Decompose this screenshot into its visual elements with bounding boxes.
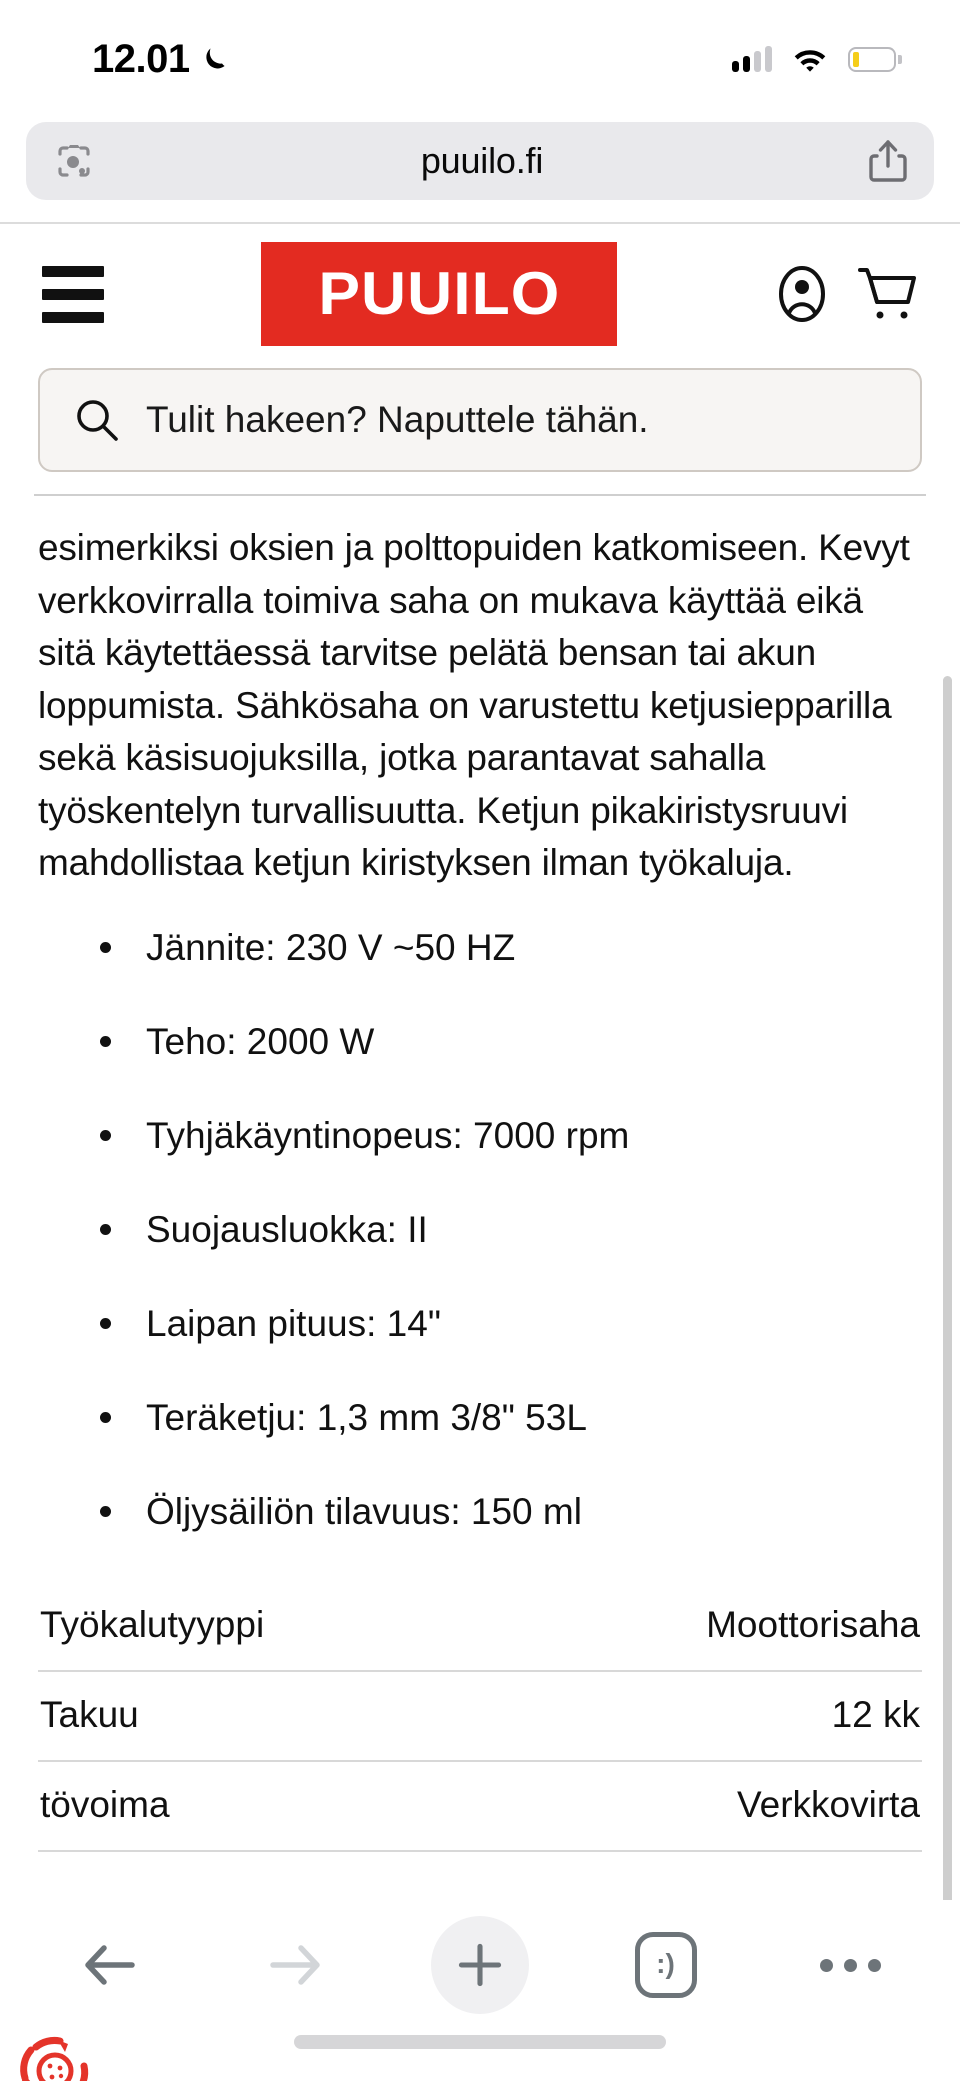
search-input[interactable] [38, 368, 922, 472]
site-header [0, 224, 960, 364]
battery-low-icon [848, 47, 896, 72]
new-tab-button[interactable] [431, 1916, 529, 2014]
cookie-settings-icon[interactable] [14, 2030, 96, 2081]
logo-text: PUUILO [318, 260, 560, 327]
url-bar[interactable] [26, 122, 934, 200]
url-text[interactable]: puuilo.fi [420, 140, 544, 181]
puuilo-logo[interactable] [261, 242, 617, 346]
list-item: Jännite: 230 V ~50 HZ [100, 924, 922, 972]
header-icon-group [774, 264, 918, 324]
tab-counter-button[interactable] [618, 1917, 714, 2013]
browser-bottom-toolbar [0, 1900, 960, 2081]
spec-value: Moottorisaha [706, 1604, 920, 1646]
share-icon[interactable] [868, 138, 908, 184]
home-indicator [294, 2035, 666, 2049]
web-page [0, 224, 960, 1852]
list-item: Teräketju: 1,3 mm 3/8" 53L [100, 1394, 922, 1442]
spec-key: Takuu [40, 1694, 139, 1736]
product-description [0, 496, 960, 1536]
status-clock: 12.01 [92, 36, 190, 81]
status-bar-right [732, 46, 896, 73]
search-icon [74, 397, 120, 443]
more-menu-button[interactable] [802, 1917, 898, 2013]
spec-key: tövoima [40, 1784, 170, 1826]
spec-bullet-list [38, 924, 922, 1537]
wifi-icon [792, 46, 828, 73]
table-row [38, 1582, 922, 1672]
spec-value: Verkkovirta [736, 1784, 920, 1826]
table-row [38, 1672, 922, 1762]
more-menu-icon [820, 1959, 881, 1972]
spec-key: Työkalutyyppi [40, 1604, 265, 1646]
specification-table [38, 1582, 922, 1852]
browser-url-bar-container [0, 118, 960, 222]
tab-counter-box [635, 1932, 697, 1998]
page-scrollbar[interactable] [943, 676, 952, 2056]
status-bar [0, 0, 960, 118]
forward-button [247, 1917, 343, 2013]
description-paragraph: esimerkiksi oksien ja polttopuiden katkomiseen. Kevyt verkkovirralla toimiva saha on mukava käyttää eikä sitä käytettäessä tarvitse pelätä bensan tai akun loppumista. Sähkösaha on varustettu ketjusiepparilla sekä käsisuojuksilla, jotka parantavat sahalla työskentelyn turvallisuutta. Ketjun pikakiristysruuvi mahdollistaa ketjun kiristyksen ilman työkaluja. [38, 527, 910, 884]
tab-counter-label: :) [656, 1948, 675, 1979]
list-item: Teho: 2000 W [100, 1018, 922, 1066]
cellular-signal-icon [732, 46, 772, 72]
hamburger-menu-icon[interactable] [42, 266, 104, 323]
reader-scan-icon[interactable] [52, 139, 96, 183]
site-search-container [0, 364, 960, 494]
table-row [38, 1762, 922, 1852]
status-bar-left [92, 37, 230, 82]
list-item: Tyhjäkäyntinopeus: 7000 rpm [100, 1112, 922, 1160]
list-item: Laipan pituus: 14" [100, 1300, 922, 1348]
list-item: Suojausluokka: II [100, 1206, 922, 1254]
back-button[interactable] [62, 1917, 158, 2013]
spec-value: 12 kk [831, 1694, 920, 1736]
crescent-moon-icon [200, 44, 230, 74]
account-icon[interactable] [774, 264, 830, 324]
search-placeholder: Tulit hakeen? Naputtele tähän. [146, 399, 649, 440]
list-item: Öljysäiliön tilavuus: 150 ml [100, 1488, 922, 1536]
shopping-cart-icon[interactable] [856, 264, 918, 324]
